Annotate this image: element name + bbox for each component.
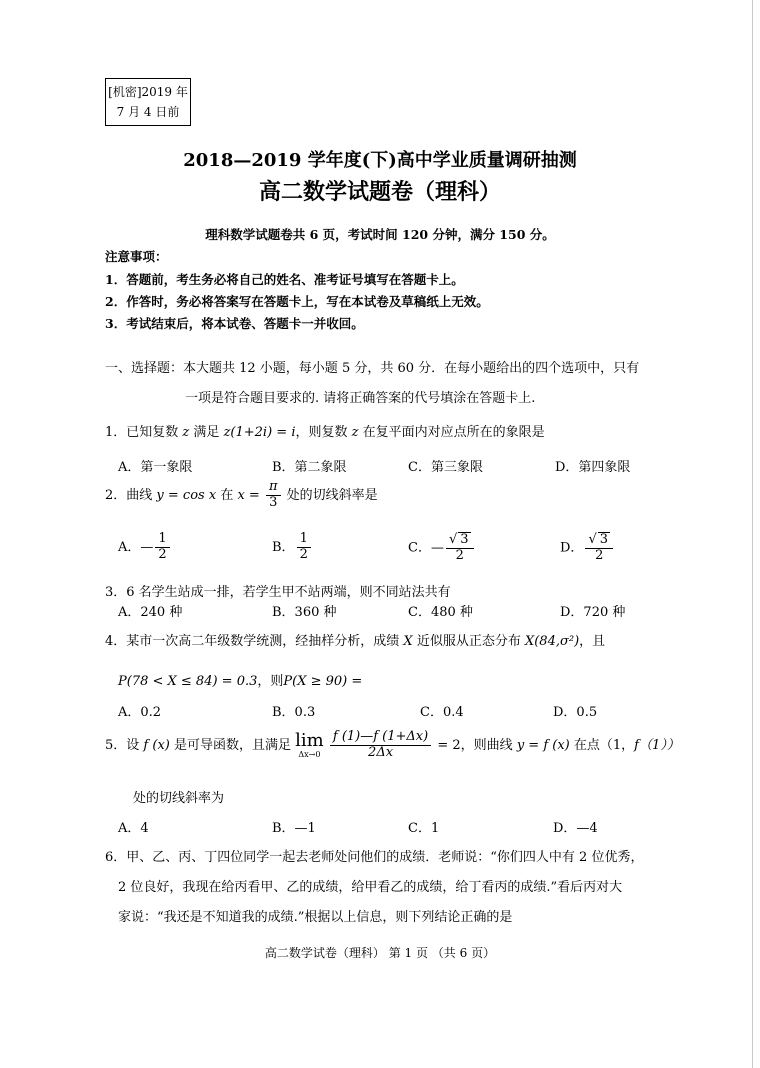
q5-function: f (x) [143,737,170,753]
q5-text-post2: 在点（1， [573,737,635,753]
exam-subtitle: 高二数学试题卷（理科） [258,179,501,205]
q2-frac-den: 3 [269,494,278,510]
q2-option-d-sqrt-sign: √ [588,532,597,547]
q5-option-d: D．—4 [553,821,598,836]
q1-option-d: D．第四象限 [555,460,631,475]
q2-option-c-num [446,532,474,549]
q2-option-c-sqrt-sign: √ [448,532,458,547]
q2-option-a [118,532,172,563]
q1-equation: z(1+2i) = i [223,425,296,440]
question-6-line-2: 2 位良好，我现在给丙看甲、乙的成绩，给甲看乙的成绩，给丁看丙的成绩.”看后丙对大 [118,880,623,895]
q5-curve: y = f (x) [516,737,570,753]
q4-text-then: ，则 [257,674,284,689]
q1-text-post: ，则复数 [295,425,348,440]
q4-probability-given: P(78 < X ≤ 84) = 0.3 [118,674,258,689]
q3-option-d: D．720 种 [560,605,626,620]
q4-option-b: B．0.3 [272,705,316,720]
q3-option-b: B．360 种 [272,605,337,620]
q1-text-post2: 在复平面内对应点所在的象限是 [362,425,545,440]
notes-heading: 注意事项： [105,249,168,264]
q1-option-a: A．第一象限 [118,460,193,475]
question-6-line-3: 家说：“我还是不知道我的成绩.”根据以上信息，则下列结论正确的是 [118,910,513,925]
q5-frac-den: 2Δx [368,744,394,760]
question-5-line-1 [105,730,680,761]
exam-title: 2018—2019 学年度(下)高中学业质量调研抽测 [183,150,577,171]
q5-text-mid: 是可导函数，且满足 [173,737,291,753]
q2-option-c-label: C． [408,540,431,556]
q2-option-a-label: A． [118,539,141,555]
q1-var-z: z [182,425,190,440]
q2-option-c-radicand: 3 [460,532,469,547]
q4-option-c: C．0.4 [420,705,464,720]
q5-limit [295,729,324,759]
secret-line-1: [机密]2019 年 [108,85,188,99]
q2-option-b-label: B． [272,539,295,555]
q5-option-b: B．—1 [272,821,316,836]
question-2 [105,480,378,511]
question-4-line-1 [105,630,605,649]
q2-option-c-den: 2 [455,547,464,563]
question-5-line-2: 处的切线斜率为 [133,791,225,806]
q2-option-d-den: 2 [595,547,604,563]
q2-option-a-frac [155,532,169,563]
q4-probability-asked: P(X ≥ 90) = [283,674,363,689]
q2-x-eq: x = [237,487,260,503]
q2-option-d-frac [585,532,613,564]
q5-point-f1: f（1）） [634,737,680,753]
q2-option-d-radicand: 3 [599,532,609,547]
q1-text-pre: 1．已知复数 [105,425,179,440]
section-1-heading: 一、选择题：本大题共 12 小题，每小题 5 分，共 60 分．在每小题给出的四个选项中，只有 [105,361,640,376]
q2-option-b-num: 1 [297,532,311,548]
section-1-instructions: 一项是符合题目要求的. 请将正确答案的代号填涂在答题卡上. [185,391,536,406]
question-1 [105,421,545,440]
q3-option-c: C．480 种 [408,605,473,620]
q5-text-post: ，则曲线 [460,737,513,753]
q2-text-mid: 在 [220,487,234,503]
q2-option-c-sign: — [430,540,444,556]
q2-text-pre: 2．曲线 [105,487,153,503]
q5-option-a: A．4 [118,821,149,836]
q5-lim-word: lim [295,729,324,751]
question-6-line-1: 6．甲、乙、丙、丁四位同学一起去老师处问他们的成绩．老师说：“你们四人中有 2 位优秀， [105,850,644,865]
q2-frac-num: π [266,480,281,496]
q5-lim-sub: Δx→0 [298,749,321,759]
q2-option-b-frac [297,532,311,563]
q1-text-mid: 满足 [193,425,220,440]
q2-option-c-frac [446,532,474,564]
q2-option-d-num [585,532,613,549]
q4-distribution: X(84,σ²) [524,634,580,649]
q2-option-c [408,532,476,564]
q2-option-a-num: 1 [155,532,169,548]
question-4-line-2 [118,670,362,689]
q5-equals-two: = 2 [437,737,461,753]
q1-option-c: C．第三象限 [408,460,483,475]
q4-var-x: X [403,634,413,649]
q3-option-a: A．240 种 [118,605,183,620]
q2-function: y = cos x [156,487,217,503]
q1-option-b: B．第二象限 [272,460,347,475]
q5-text-pre: 5．设 [105,737,140,753]
q2-option-a-sign: — [140,539,154,555]
q2-text-post: 处的切线斜率是 [286,487,378,503]
question-3: 3．6 名学生站成一排，若学生甲不站两端，则不同站法共有 [105,585,451,600]
exam-info: 理科数学试题卷共 6 页，考试时间 120 分钟，满分 150 分。 [205,227,555,242]
q2-option-b-den: 2 [299,546,308,562]
q4-option-a: A．0.2 [118,705,162,720]
q2-option-b [272,532,313,563]
q5-fraction [330,730,431,761]
q5-frac-num: f (1)—f (1+Δx) [330,730,431,746]
q4-text-pre: 4．某市一次高二年级数学统测，经抽样分析，成绩 [105,634,400,649]
note-item-2: 2．作答时，务必将答案写在答题卡上，写在本试卷及草稿纸上无效。 [105,294,489,309]
q4-option-d: D．0.5 [553,705,598,720]
page-footer: 高二数学试卷（理科） 第 1 页 （共 6 页） [264,946,496,960]
q4-text-mid: 近似服从正态分布 [416,634,521,649]
secret-line-2: 7 月 4 日前 [116,105,180,119]
q2-option-d-label: D． [560,540,584,556]
q2-option-d [560,532,615,564]
q2-option-a-den: 2 [158,546,167,562]
q5-option-c: C．1 [408,821,440,836]
q4-text-post: ，且 [579,634,606,649]
q2-fraction [266,480,281,511]
note-item-3: 3．考试结束后，将本试卷、答题卡一并收回。 [105,316,364,331]
secret-stamp-box [105,78,191,126]
note-item-1: 1．答题前，考生务必将自己的姓名、准考证号填写在答题卡上。 [105,272,464,287]
q1-var-z2: z [351,425,359,440]
